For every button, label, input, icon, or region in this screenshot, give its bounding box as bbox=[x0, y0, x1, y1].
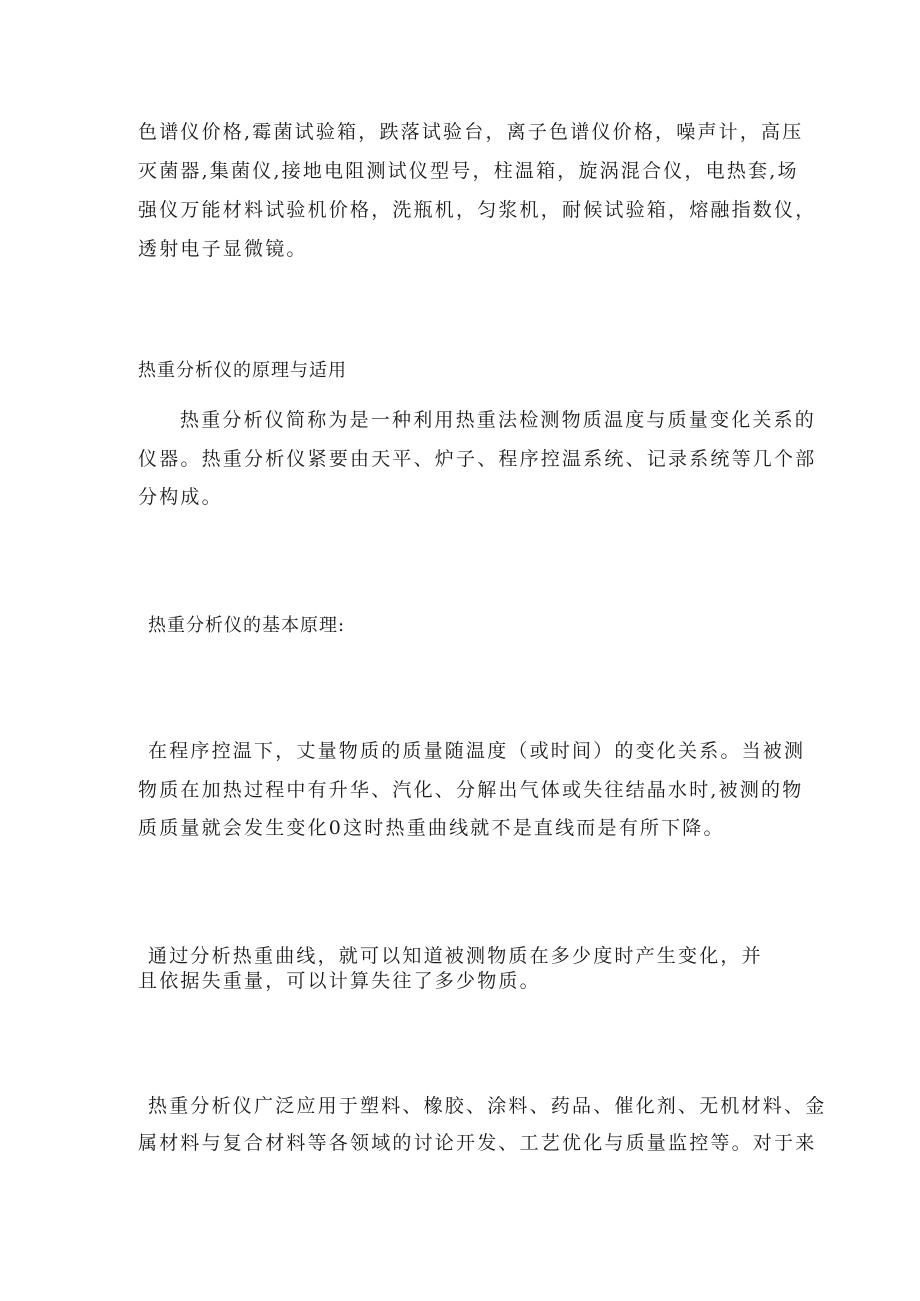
intro-list-line-2: 灭菌器,集菌仪,接地电阻测试仪型号，柱温箱，旋涡混合仪，电热套,场 bbox=[138, 160, 799, 182]
intro-list-line-3: 强仪万能材料试验机价格，洗瓶机，匀浆机，耐候试验箱，熔融指数仪， bbox=[138, 199, 817, 221]
principle-line-3: 质质量就会发生变化0这时热重曲线就不是直线而是有所下降。 bbox=[138, 817, 725, 839]
principle-line-1: 在程序控温下，丈量物质的质量随温度（或时间）的变化关系。当被测 bbox=[148, 740, 806, 762]
section-title: 热重分析仪的原理与适用 bbox=[138, 360, 347, 381]
definition-line-3: 分构成。 bbox=[138, 486, 223, 508]
principle-line-2: 物质在加热过程中有升华、汽化、分解出气体或失往结晶水时,被测的物 bbox=[138, 779, 804, 801]
definition-line-2: 仪器。热重分析仪紧要由天平、炉子、程序控温系统、记录系统等几个部 bbox=[138, 448, 817, 470]
definition-line-1: 热重分析仪简称为是一种利用热重法检测物质温度与质量变化关系的 bbox=[180, 409, 817, 431]
principle-heading: 热重分析仪的基本原理: bbox=[148, 615, 346, 636]
applications-line-2: 属材料与复合材料等各领域的讨论开发、工艺优化与质量监控等。对于来 bbox=[138, 1132, 817, 1154]
analysis-line-1: 通过分析热重曲线，就可以知道被测物质在多少度时产生变化，并 bbox=[148, 945, 763, 967]
intro-list-line-4: 透射电子显微镜。 bbox=[138, 238, 308, 260]
analysis-line-2: 且依据失重量，可以计算失往了多少物质。 bbox=[138, 970, 541, 992]
applications-line-1: 热重分析仪广泛应用于塑料、橡胶、涂料、药品、催化剂、无机材料、金 bbox=[148, 1095, 827, 1117]
intro-list-line-1: 色谱仪价格,霉菌试验箱，跌落试验台，离子色谱仪价格，噪声计，高压 bbox=[138, 121, 804, 143]
